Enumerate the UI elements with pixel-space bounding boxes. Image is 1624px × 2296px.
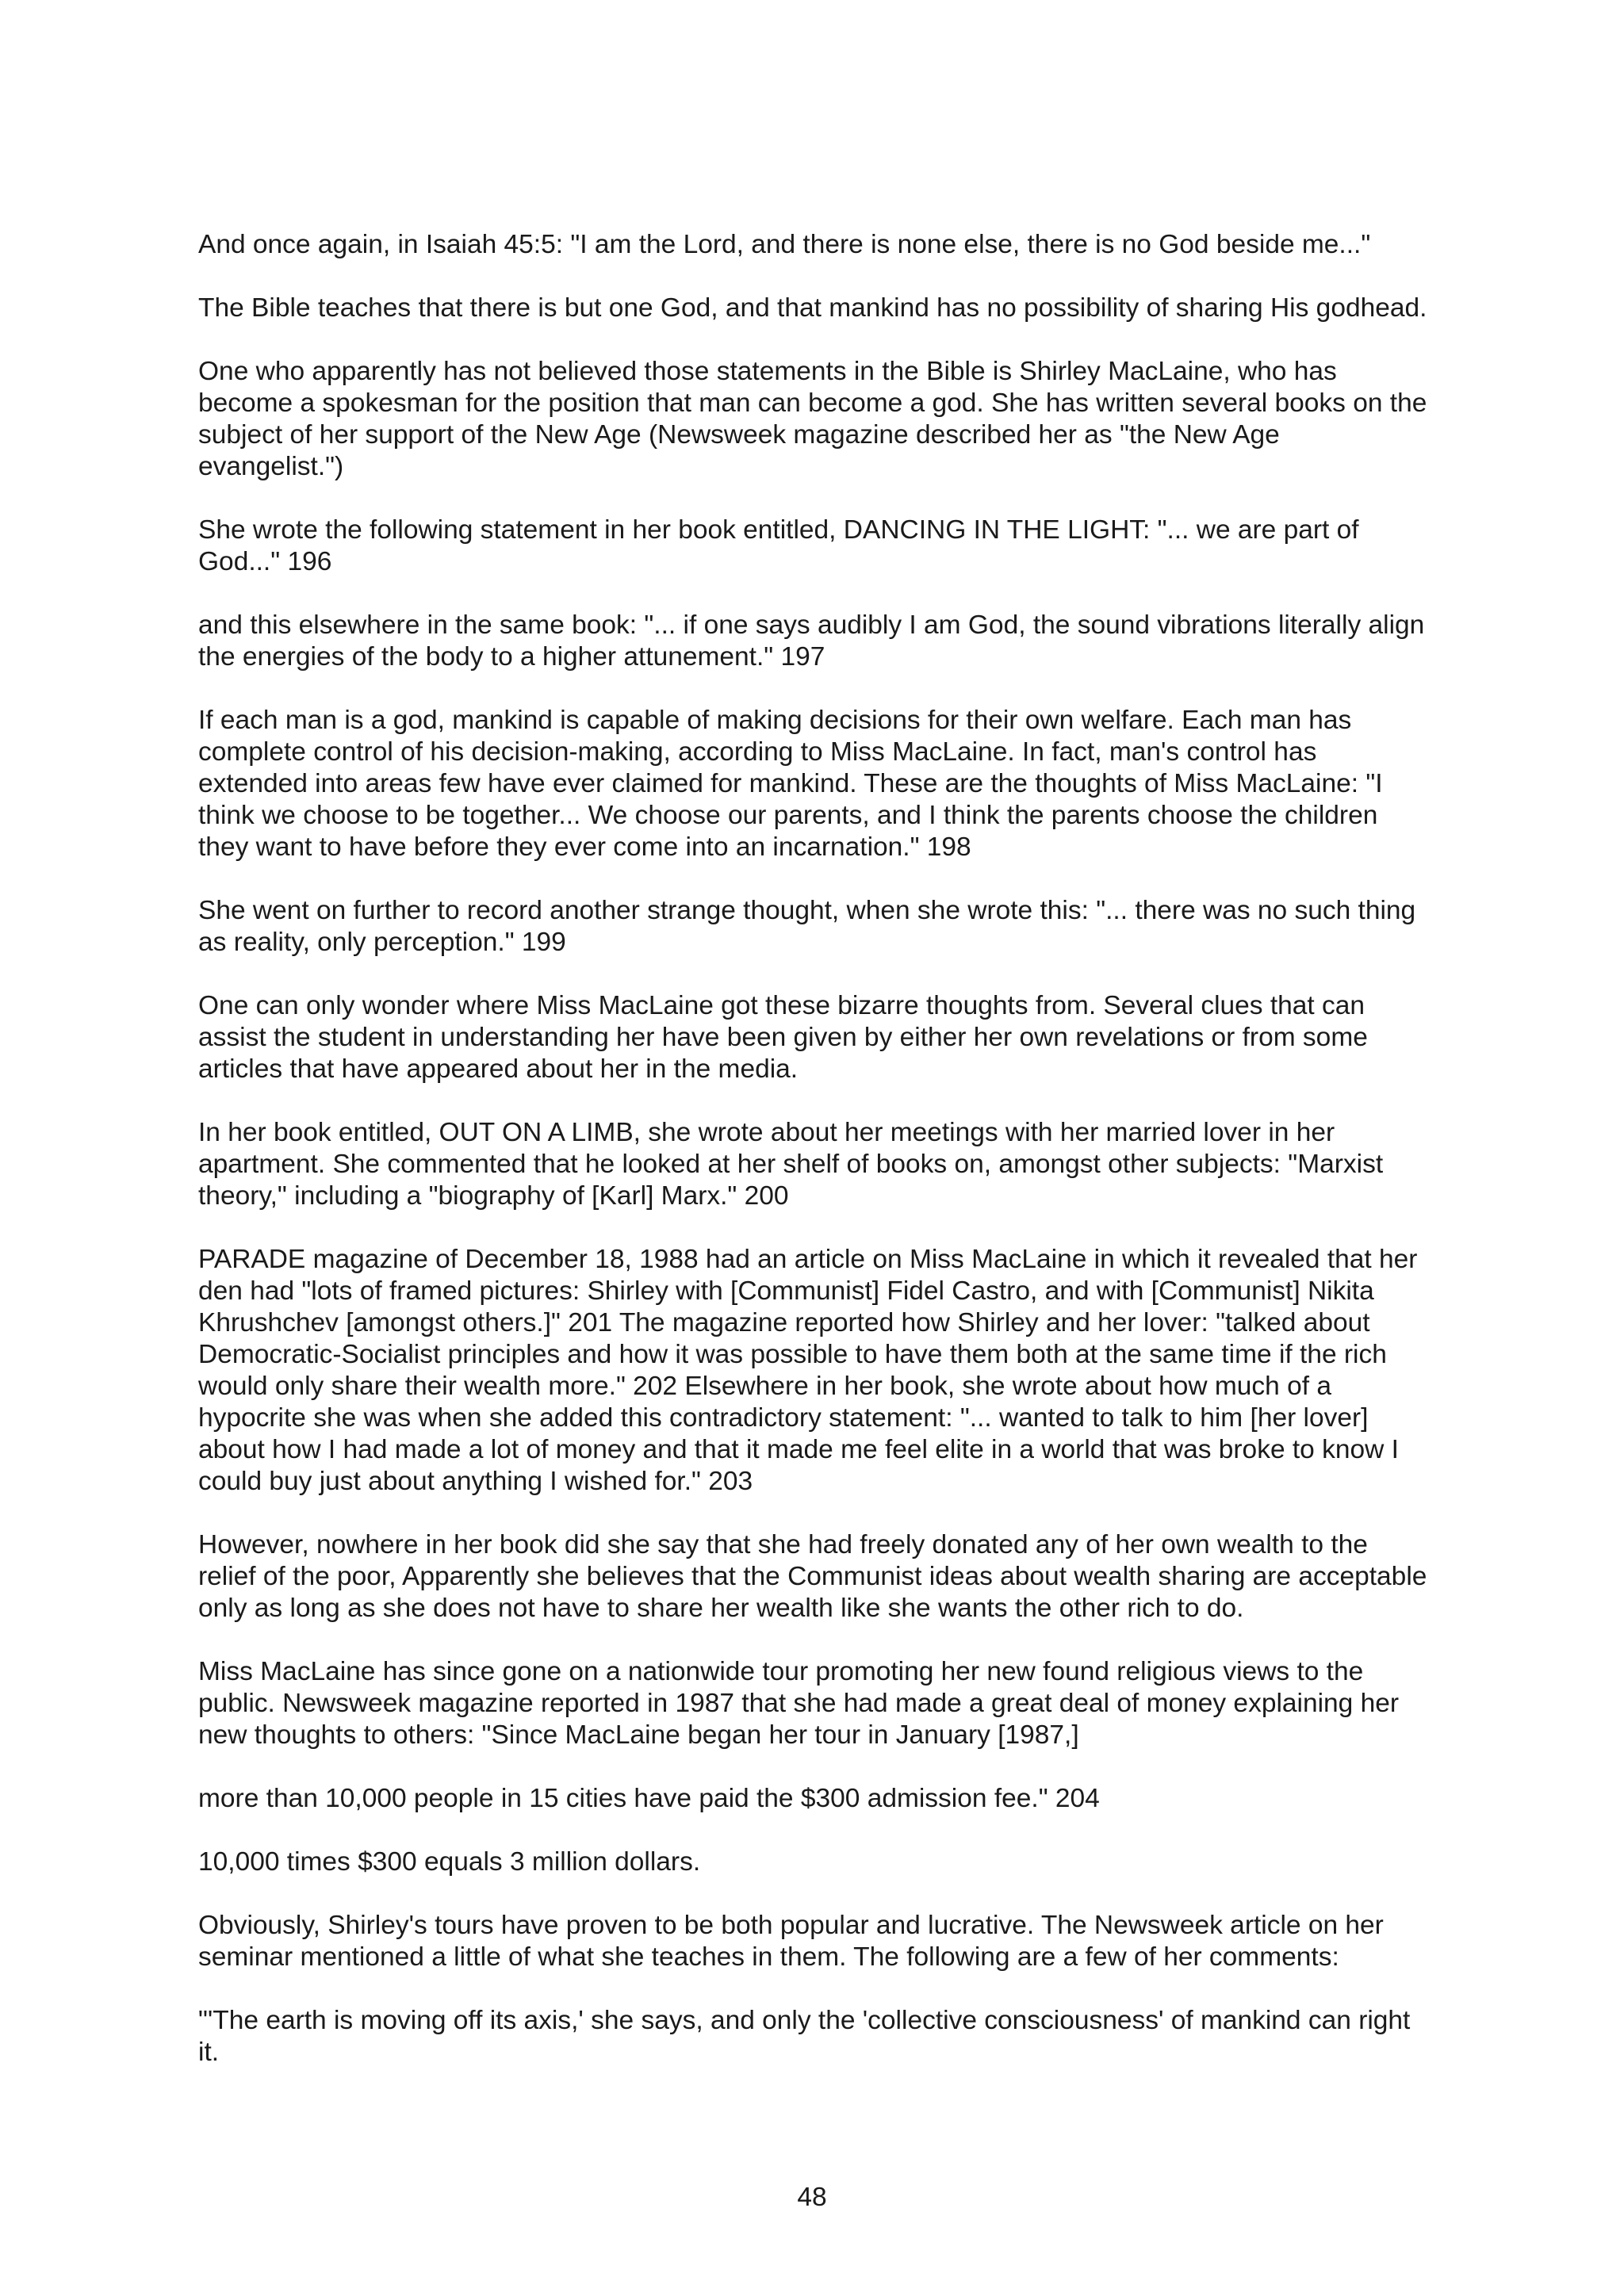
- paragraph-3: One who apparently has not believed those statements in the Bible is Shirley MacLaine, who has become a spokesman for the position that man can become a god. She has written several books on the subject of her support of the New Age (Newsweek magazine described her as "the New Age evangelist."): [198, 357, 1427, 481]
- document-body: [198, 229, 1431, 2100]
- page-number: 48: [797, 2183, 827, 2212]
- paragraph-16: "'The earth is moving off its axis,' she says, and only the 'collective consciousness' of mankind can right it.: [198, 2006, 1411, 2067]
- paragraph-13: more than 10,000 people in 15 cities have paid the $300 admission fee." 204: [198, 1784, 1100, 1813]
- paragraph-1: And once again, in Isaiah 45:5: "I am the Lord, and there is none else, there is no God beside me...": [198, 230, 1371, 259]
- paragraph-2: The Bible teaches that there is but one God, and that mankind has no possibility of sharing His godhead.: [198, 293, 1427, 323]
- paragraph-10: PARADE magazine of December 18, 1988 had an article on Miss MacLaine in which it revealed that her den had "lots of framed pictures: Shirley with [Communist] Fidel Castro, and with [Communist] Nikita Khrushchev [amongst others.]" 201 The magazine reported how Shirley and her lover: "talked about Democratic-Socialist principles and how it was possible to have them both at the same time if the rich would only share their wealth more." 202 Elsewhere in her book, she wrote about how much of a hypocrite she was when she added this contradictory statement: "... wanted to talk to him [her lover] about how I had made a lot of money and that it made me feel elite in a world that was broke to know I could buy just about anything I wished for." 203: [198, 1245, 1418, 1496]
- paragraph-8: One can only wonder where Miss MacLaine got these bizarre thoughts from. Several clues that can assist the student in understanding her have been given by either her own revelations or from some articles that have appeared about her in the media.: [198, 991, 1368, 1084]
- paragraph-6: If each man is a god, mankind is capable of making decisions for their own welfare. Each man has complete control of his decision-making, according to Miss MacLaine. In fact, man's control has extended into areas few have ever claimed for mankind. These are the thoughts of Miss MacLaine: "I think we choose to be together... We choose our parents, and I think the parents choose the children they want to have before they ever come into an incarnation." 198: [198, 706, 1383, 862]
- paragraph-12: Miss MacLaine has since gone on a nationwide tour promoting her new found religious views to the public. Newsweek magazine reported in 1987 that she had made a great deal of money explaining her new thoughts to others: "Since MacLaine began her tour in January [1987,]: [198, 1657, 1400, 1750]
- paragraph-15: Obviously, Shirley's tours have proven to be both popular and lucrative. The Newsweek article on her seminar mentioned a little of what she teaches in them. The following are a few of her comments:: [198, 1911, 1384, 1972]
- paragraph-4: She wrote the following statement in her book entitled, DANCING IN THE LIGHT: "... we are part of God..." 196: [198, 515, 1359, 576]
- paragraph-11: However, nowhere in her book did she say that she had freely donated any of her own wealth to the relief of the poor, Apparently she believes that the Communist ideas about wealth sharing are acceptable only as long as she does not have to share her wealth like she wants the other rich to do.: [198, 1530, 1427, 1623]
- paragraph-14: 10,000 times $300 equals 3 million dollars.: [198, 1847, 701, 1877]
- paragraph-9: In her book entitled, OUT ON A LIMB, she wrote about her meetings with her married lover in her apartment. She commented that he looked at her shelf of books on, amongst other subjects: "Marxist theory," including a "biography of [Karl] Marx." 200: [198, 1118, 1384, 1211]
- paragraph-5: and this elsewhere in the same book: "... if one says audibly I am God, the sound vibrations literally align the energies of the body to a higher attunement." 197: [198, 610, 1425, 672]
- paragraph-7: She went on further to record another strange thought, when she wrote this: "... there was no such thing as reality, only perception." 199: [198, 896, 1416, 957]
